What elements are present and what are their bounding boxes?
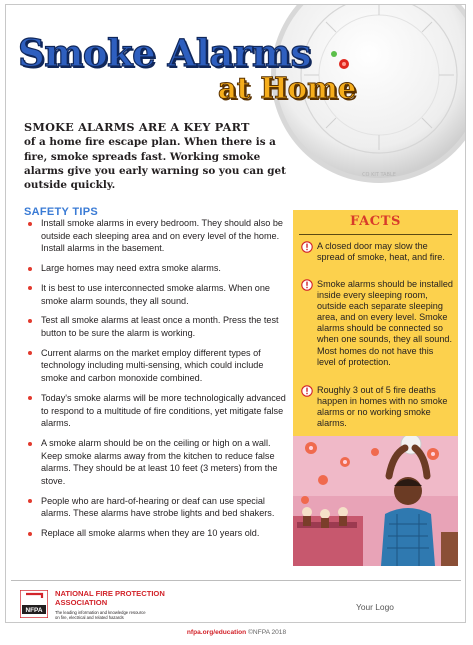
footer-divider	[11, 580, 461, 581]
fact-text: Roughly 3 out of 5 fire deaths happen in homes with no smoke alarms or no working smoke alarms.	[317, 385, 448, 429]
page-title: Smoke Alarms	[18, 31, 311, 75]
safety-tip-item: Replace all smoke alarms when they are 10 years old.	[26, 527, 288, 540]
org-tagline: The leading information and knowledge resource on fire, electrical and related hazards	[55, 610, 146, 621]
warning-icon	[301, 385, 313, 397]
footer-url[interactable]: nfpa.org/education	[186, 629, 247, 636]
safety-tip-item: Today's smoke alarms will be more technologically advanced to respond to a multitude of fire conditions, yet mitigate false alarms.	[26, 392, 288, 430]
your-logo-placeholder: Your Logo	[356, 602, 394, 612]
safety-tip-item: Install smoke alarms in every bedroom. They should also be outside each sleeping area and on every level of the home. Install alarms in the basement.	[26, 217, 288, 255]
svg-text:CO KIT TABLE: CO KIT TABLE	[362, 172, 396, 178]
facts-heading: FACTS	[350, 214, 401, 229]
footer-copyright: ©NFPA 2018	[248, 629, 287, 636]
fact-text: Smoke alarms should be installed inside every sleeping room, outside each separate sleeping area, and on every level. Smoke alarms should be connected so when one sounds, they all sound. Most homes do not have this level of protection.	[317, 279, 453, 367]
safety-tips-list	[26, 217, 288, 547]
footer-credit	[0, 629, 473, 636]
facts-box	[293, 210, 458, 436]
safety-tip-item: People who are hard-of-hearing or deaf can use special alarms. These alarms have strobe lights and bed shakers.	[26, 495, 288, 520]
nfpa-logo-text: NFPA	[25, 607, 43, 614]
fact-text: A closed door may slow the spread of smoke, heat, and fire.	[317, 241, 445, 263]
flyer-sheet	[5, 4, 466, 623]
page-subtitle: at Home	[218, 71, 357, 105]
safety-tip-item: A smoke alarm should be on the ceiling or high on a wall. Keep smoke alarms away from the kitchen to reduce false alarms. They should be at least 10 feet (3 meters) from the stove.	[26, 437, 288, 487]
intro-body: of a home fire escape plan. When there is a fire, smoke spreads fast. Working smoke alarms give you early warning so you can get outside quickly.	[24, 136, 286, 191]
intro-paragraph	[24, 120, 286, 192]
nfpa-logo	[20, 590, 48, 618]
org-name: NATIONAL FIRE PROTECTION ASSOCIATION	[55, 589, 165, 607]
fact-item	[301, 279, 453, 368]
safety-tip-item: Test all smoke alarms at least once a month. Press the test button to be sure the alarm is working.	[26, 314, 288, 339]
safety-tips-heading: SAFETY TIPS	[24, 206, 98, 218]
fact-item	[301, 385, 453, 429]
safety-tip-item: Large homes may need extra smoke alarms.	[26, 262, 288, 275]
safety-tip-item: Current alarms on the market employ different types of technology including multi-sensing, which could include smoke and carbon monoxide combined.	[26, 347, 288, 385]
warning-icon	[301, 241, 313, 253]
facts-divider	[299, 234, 452, 235]
safety-tip-item: It is best to use interconnected smoke alarms. When one smoke alarm sounds, they all sound.	[26, 282, 288, 307]
warning-icon	[301, 279, 313, 291]
illustration-person-testing-alarm	[293, 436, 458, 566]
fact-item	[301, 241, 453, 263]
intro-lead: SMOKE ALARMS ARE A KEY PART	[24, 120, 250, 134]
